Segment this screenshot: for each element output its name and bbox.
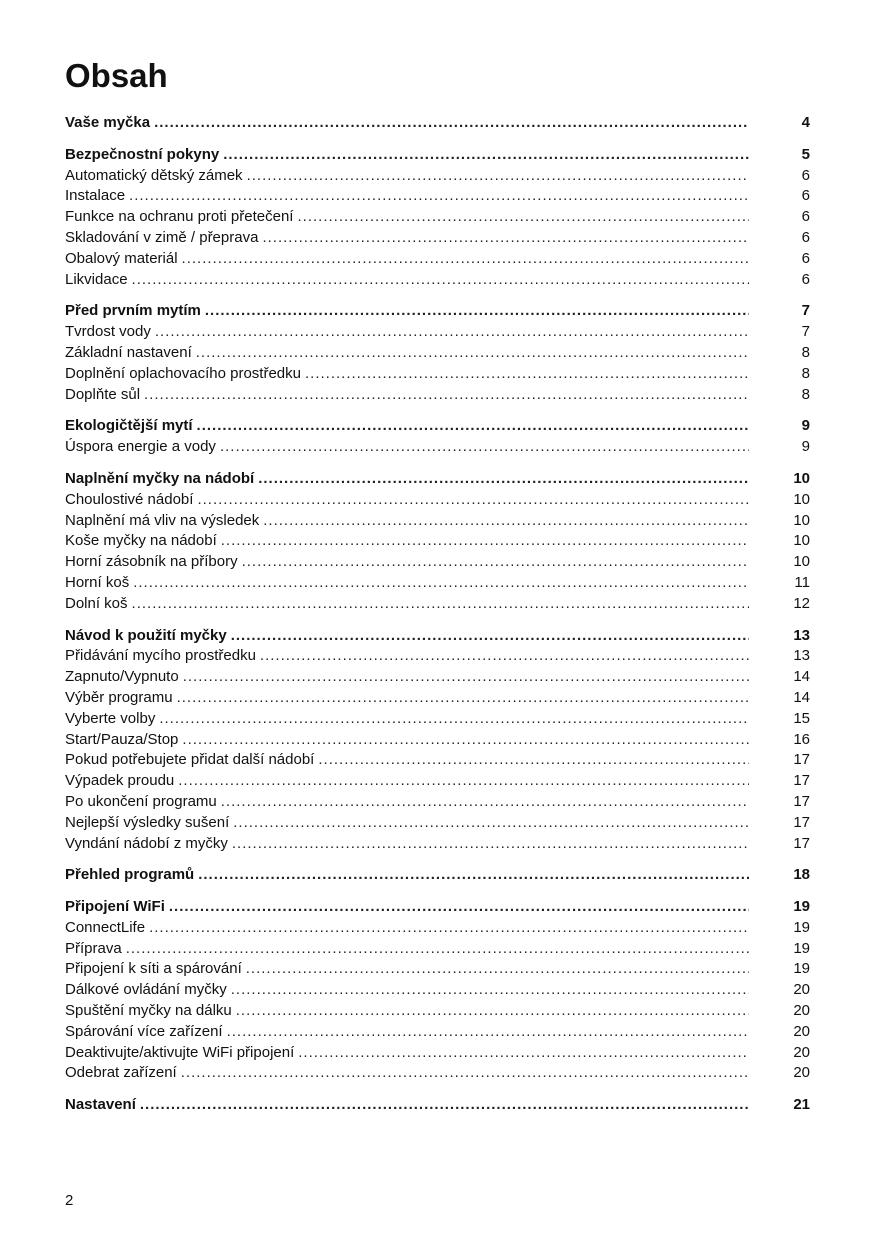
toc-entry-label: Funkce na ochranu proti přetečení — [65, 208, 294, 226]
toc-entry-page: 14 — [793, 668, 810, 686]
toc-entry-page: 13 — [793, 647, 810, 665]
dot-leader — [198, 865, 749, 886]
toc-entry-label: Spárování více zařízení — [65, 1022, 223, 1040]
toc-entry[interactable] — [65, 228, 810, 249]
toc-entry[interactable] — [65, 980, 810, 1001]
toc-entry-page: 6 — [801, 228, 810, 246]
dot-leader — [159, 709, 749, 730]
toc-heading[interactable] — [65, 113, 810, 134]
dot-leader — [132, 270, 749, 291]
toc-entry[interactable] — [65, 385, 810, 406]
toc-entry-label: Nejlepší výsledky sušení — [65, 813, 230, 831]
toc-entry-label: Vyberte volby — [65, 709, 156, 727]
toc-entry[interactable] — [65, 771, 810, 792]
toc-entry-page: 12 — [793, 594, 810, 612]
toc-entry[interactable] — [65, 1063, 810, 1084]
toc-heading-label: Před prvním mytím — [65, 302, 201, 320]
toc-entry-page: 6 — [801, 208, 810, 226]
toc-entry[interactable] — [65, 490, 810, 511]
toc-entry-page: 11 — [794, 573, 810, 591]
toc-entry-label: Zapnuto/Vypnuto — [65, 668, 179, 686]
dot-leader — [132, 594, 749, 615]
toc-entry-page: 10 — [793, 511, 810, 529]
toc-entry[interactable] — [65, 322, 810, 343]
toc-heading-label: Ekologičtější mytí — [65, 417, 193, 435]
dot-leader — [223, 145, 749, 166]
dot-leader — [242, 552, 749, 573]
toc-entry-label: Výběr programu — [65, 688, 173, 706]
toc-entry-label: Odebrat zařízení — [65, 1064, 177, 1082]
dot-leader — [232, 834, 749, 855]
toc-entry-page: 20 — [793, 1043, 810, 1061]
toc-heading-page: 5 — [801, 145, 810, 163]
toc-entry-page: 19 — [793, 960, 810, 978]
dot-leader — [155, 322, 749, 343]
toc-entry-page: 17 — [793, 772, 810, 790]
toc-entry-page: 19 — [793, 939, 810, 957]
toc-section — [65, 416, 810, 458]
toc-heading[interactable] — [65, 469, 810, 490]
toc-heading-page: 18 — [793, 866, 810, 884]
toc-entry-page: 9 — [801, 438, 810, 456]
toc-entry-label: Naplnění má vliv na výsledek — [65, 511, 260, 529]
toc-entry-label: Deaktivujte/aktivujte WiFi připojení — [65, 1043, 295, 1061]
toc-entry[interactable] — [65, 594, 810, 615]
dot-leader — [196, 343, 749, 364]
toc-entry-page: 14 — [793, 688, 810, 706]
toc-heading-page: 13 — [793, 626, 810, 644]
dot-leader — [305, 364, 749, 385]
dot-leader — [221, 531, 749, 552]
toc-heading[interactable] — [65, 301, 810, 322]
toc-entry[interactable] — [65, 531, 810, 552]
dot-leader — [182, 249, 749, 270]
toc-entry-label: Úspora energie a vody — [65, 438, 216, 456]
toc-entry-page: 17 — [793, 792, 810, 810]
page-title: Obsah — [65, 57, 168, 94]
toc-entry[interactable] — [65, 709, 810, 730]
toc-entry-label: Příprava — [65, 939, 122, 957]
toc-heading-label: Připojení WiFi — [65, 898, 165, 916]
toc-heading[interactable] — [65, 626, 810, 647]
toc-entry[interactable] — [65, 667, 810, 688]
toc-entry-page: 20 — [793, 1002, 810, 1020]
dot-leader — [247, 166, 749, 187]
toc-entry[interactable] — [65, 688, 810, 709]
toc-entry[interactable] — [65, 207, 810, 228]
toc-entry-page: 20 — [793, 981, 810, 999]
toc-entry-label: Horní koš — [65, 573, 130, 591]
toc-entry-page: 17 — [793, 751, 810, 769]
toc-entry[interactable] — [65, 166, 810, 187]
dot-leader — [149, 918, 749, 939]
toc-entry[interactable] — [65, 750, 810, 771]
toc-entry[interactable] — [65, 813, 810, 834]
dot-leader — [154, 113, 749, 134]
toc-heading-label: Návod k použití myčky — [65, 626, 227, 644]
dot-leader — [181, 1063, 749, 1084]
dot-leader — [197, 416, 749, 437]
toc-heading-page: 7 — [801, 302, 810, 320]
toc-entry-page: 8 — [801, 364, 810, 382]
dot-leader — [183, 667, 749, 688]
toc-entry[interactable] — [65, 186, 810, 207]
dot-leader — [169, 897, 749, 918]
toc-heading-page: 19 — [793, 898, 810, 916]
toc-heading-label: Bezpečnostní pokyny — [65, 145, 220, 163]
toc-entry[interactable] — [65, 511, 810, 532]
toc-entry-page: 17 — [793, 834, 810, 852]
toc-heading-page: 9 — [801, 417, 810, 435]
dot-leader — [246, 959, 749, 980]
toc-entry-page: 10 — [793, 490, 810, 508]
toc-heading[interactable] — [65, 1095, 810, 1116]
toc-entry[interactable] — [65, 364, 810, 385]
toc-section — [65, 469, 810, 615]
toc-entry-page: 7 — [801, 323, 810, 341]
toc-heading-page: 4 — [801, 114, 810, 131]
toc-entry-label: Dolní koš — [65, 594, 128, 612]
toc-entry-page: 10 — [793, 532, 810, 550]
dot-leader — [178, 771, 749, 792]
dot-leader — [133, 573, 749, 594]
toc-entry-label: Start/Pauza/Stop — [65, 730, 179, 748]
toc-entry-page: 20 — [793, 1064, 810, 1082]
toc-heading-label: Nastavení — [65, 1096, 136, 1114]
toc-heading[interactable] — [65, 416, 810, 437]
toc-entry-label: Dálkové ovládání myčky — [65, 981, 227, 999]
toc-entry-label: Likvidace — [65, 270, 128, 288]
toc-entry-label: Automatický dětský zámek — [65, 166, 243, 184]
toc-entry-page: 10 — [793, 553, 810, 571]
toc-heading-page: 10 — [793, 469, 810, 487]
dot-leader — [126, 939, 749, 960]
toc-entry-page: 6 — [801, 187, 810, 205]
toc-entry-label: Obalový materiál — [65, 249, 178, 267]
toc-entry-page: 8 — [801, 385, 810, 403]
page-number: 2 — [65, 1192, 74, 1209]
toc-entry[interactable] — [65, 834, 810, 855]
toc-entry-label: Přidávání mycího prostředku — [65, 647, 256, 665]
toc-entry-label: Doplňte sůl — [65, 385, 141, 403]
toc-entry-label: Základní nastavení — [65, 343, 192, 361]
toc-entry[interactable] — [65, 1043, 810, 1064]
toc-entry[interactable] — [65, 959, 810, 980]
toc-entry[interactable] — [65, 270, 810, 291]
toc-section — [65, 301, 810, 405]
toc-entry-label: Po ukončení programu — [65, 792, 217, 810]
toc-entry-label: Výpadek proudu — [65, 772, 175, 790]
table-of-contents — [65, 113, 810, 1127]
toc-entry[interactable] — [65, 730, 810, 751]
toc-entry-label: Pokud potřebujete přidat další nádobí — [65, 751, 315, 769]
toc-entry-page: 6 — [801, 249, 810, 267]
toc-entry-page: 6 — [801, 270, 810, 288]
toc-entry-label: Vyndání nádobí z myčky — [65, 834, 228, 852]
dot-leader — [220, 437, 749, 458]
dot-leader — [236, 1001, 749, 1022]
toc-entry-label: Choulostivé nádobí — [65, 490, 194, 508]
toc-entry-label: Koše myčky na nádobí — [65, 532, 217, 550]
dot-leader — [205, 301, 749, 322]
dot-leader — [260, 646, 749, 667]
toc-section — [65, 145, 810, 291]
toc-heading-label: Naplnění myčky na nádobí — [65, 469, 255, 487]
dot-leader — [262, 228, 749, 249]
toc-entry-page: 19 — [793, 918, 810, 936]
toc-entry[interactable] — [65, 249, 810, 270]
dot-leader — [258, 469, 749, 490]
dot-leader — [140, 1095, 749, 1116]
dot-leader — [144, 385, 749, 406]
dot-leader — [298, 1043, 749, 1064]
toc-entry[interactable] — [65, 437, 810, 458]
toc-heading-label: Přehled programů — [65, 866, 195, 884]
toc-entry-page: 16 — [793, 730, 810, 748]
toc-entry[interactable] — [65, 552, 810, 573]
toc-entry-label: Skladování v zimě / přeprava — [65, 228, 259, 246]
dot-leader — [197, 490, 749, 511]
dot-leader — [297, 207, 749, 228]
toc-entry[interactable] — [65, 1001, 810, 1022]
dot-leader — [129, 186, 749, 207]
toc-entry-page: 6 — [801, 166, 810, 184]
toc-section — [65, 1095, 810, 1116]
toc-entry-page: 20 — [793, 1022, 810, 1040]
dot-leader — [177, 688, 749, 709]
toc-entry[interactable] — [65, 918, 810, 939]
toc-entry-label: Doplnění oplachovacího prostředku — [65, 364, 301, 382]
dot-leader — [227, 1022, 749, 1043]
toc-entry-page: 15 — [793, 709, 810, 727]
toc-heading[interactable] — [65, 865, 810, 886]
toc-entry-label: Spuštění myčky na dálku — [65, 1002, 232, 1020]
toc-entry[interactable] — [65, 1022, 810, 1043]
toc-section — [65, 865, 810, 886]
toc-entry[interactable] — [65, 343, 810, 364]
toc-entry[interactable] — [65, 939, 810, 960]
toc-entry-label: Tvrdost vody — [65, 323, 151, 341]
toc-section — [65, 897, 810, 1084]
dot-leader — [233, 813, 749, 834]
toc-entry-label: Připojení k síti a spárování — [65, 960, 242, 978]
toc-heading[interactable] — [65, 897, 810, 918]
toc-entry-label: ConnectLife — [65, 918, 146, 936]
toc-entry-page: 8 — [801, 343, 810, 361]
dot-leader — [263, 511, 749, 532]
toc-heading-page: 21 — [793, 1096, 810, 1114]
dot-leader — [231, 626, 749, 647]
toc-section — [65, 113, 810, 134]
dot-leader — [231, 980, 749, 1001]
dot-leader — [221, 792, 749, 813]
toc-entry-label: Horní zásobník na příbory — [65, 553, 238, 571]
toc-entry-page: 17 — [793, 813, 810, 831]
toc-entry[interactable] — [65, 792, 810, 813]
toc-heading-label: Vaše myčka — [65, 114, 151, 131]
toc-entry[interactable] — [65, 573, 810, 594]
dot-leader — [318, 750, 749, 771]
toc-entry[interactable] — [65, 646, 810, 667]
toc-heading[interactable] — [65, 145, 810, 166]
toc-entry-label: Instalace — [65, 187, 126, 205]
toc-section — [65, 626, 810, 855]
dot-leader — [182, 730, 749, 751]
